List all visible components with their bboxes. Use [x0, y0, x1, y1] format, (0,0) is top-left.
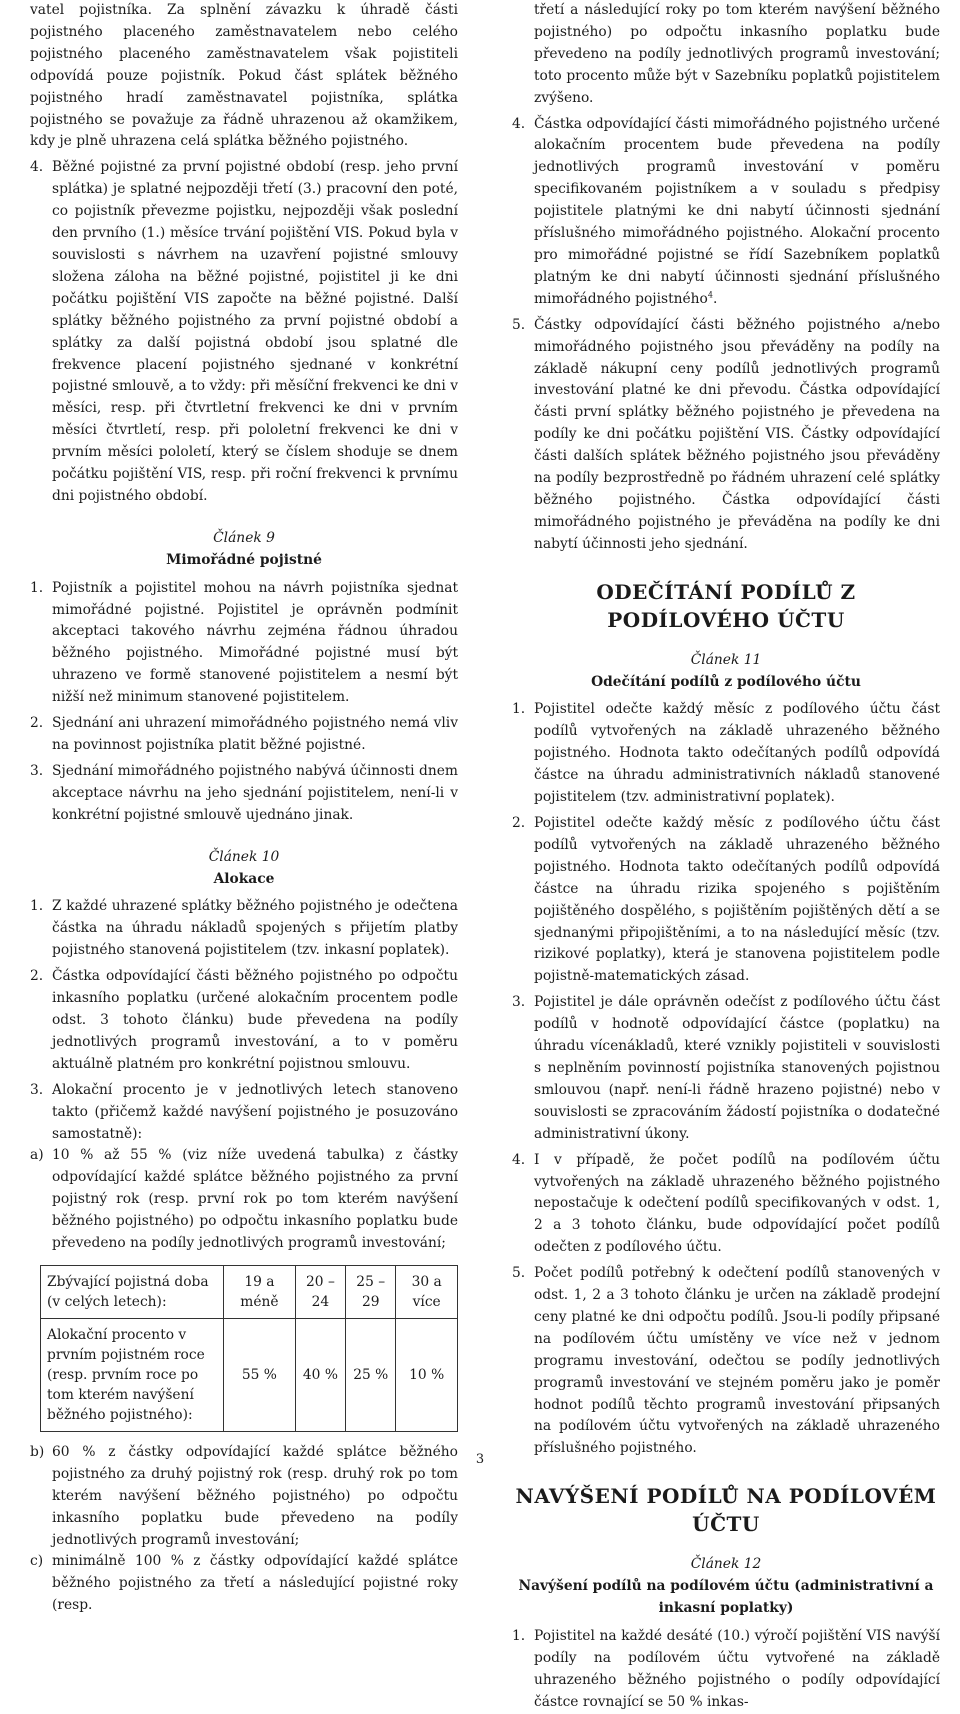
table-row — [41, 1318, 458, 1431]
item-number: 1. — [512, 1628, 526, 1644]
article11-item-4 — [512, 1150, 940, 1260]
table-row-label: Zbývající pojistná doba (v celých letech): — [41, 1265, 224, 1318]
item-number: 5. — [512, 316, 526, 333]
table-cell: 19 a méně — [224, 1265, 296, 1318]
item-text: Částka odpovídající části mimořádného pojistného určené alokačním procentem bude převedena na podíly jednotlivých programů investování v poměru specifikovaném pojistníkem a v souladu s předpisy pojistitele platnými ke dni nabytí účinnosti sjednání příslušného mimořádného pojistného. Alokační procento pro mimořádné pojistné se řídí Sazebníkem poplatků platným ke dni nabytí účinnosti sjednání příslušného mimořádného pojistného$^4$. — [534, 115, 940, 307]
item-number: 2. — [30, 968, 44, 985]
item-text: Sjednání ani uhrazení mimořádného pojistného nemá vliv na povinnost pojistníka platit běžné pojistné. — [52, 715, 458, 753]
item-text: Pojistník a pojistitel mohou na návrh pojistníka sjednat mimořádné pojistné. Pojistitel je oprávněn podmínit akceptaci takového návrhu zejména řádnou úhradou běžného pojistného. Mimořádné pojistné musí být uhrazeno ve formě stanovené pojistitelem a nesmí být nižší než minimum stanovené pojistitelem. — [52, 579, 458, 706]
continuation-paragraph — [512, 0, 940, 110]
article10-item-3 — [30, 1080, 458, 1146]
item-number: 1. — [512, 701, 526, 718]
subitem-a — [30, 1145, 458, 1255]
item-text: Částky odpovídající části běžného pojistného a/nebo mimořádného pojistného jsou převáděny na podíly na základě nákupní ceny podílů jednotlivých programů investování platné ke dni převodu. Částka odpovídající části první splátky běžného pojistného je převedena na podíly ke dni počátku pojištění VIS. Částky odpovídající části dalších splátek běžného pojistného jsou převáděny na podíly bezprostředně po řádném uhrazení celé splátky běžného pojistného. Částka odpovídající části mimořádného pojistného je převáděna na podíly ke dni nabytí účinnosti jeho sjednání. — [534, 316, 940, 552]
subitem-label: b) — [30, 1443, 45, 1460]
article11-item-5 — [512, 1263, 940, 1460]
item-text: Částka odpovídající části běžného pojistného po odpočtu inkasního poplatku (určené alokačním procentem podle odst. 3 tohoto článku) bude převedena na podíly jednotlivých programů investování, a to v poměru aktuálně platném pro konkrétní pojistnou smlouvu. — [52, 968, 458, 1072]
item-number: 3. — [512, 994, 526, 1011]
item-number: 3. — [30, 1081, 44, 1098]
item-text: I v případě, že počet podílů na podílovém účtu vytvořených na základě uhrazeného běžného pojistného nepostačuje k odečtení podílů specifikovaných v odst. 1, 2 a 3 tohoto článku, bude odpovídající počet podílů odečten z podílového účtu. — [534, 1151, 940, 1256]
article12-item-1 — [512, 1626, 940, 1714]
item-number: 5. — [512, 1265, 526, 1282]
subitem-c — [30, 1551, 458, 1617]
item-text: Alokační procento je v jednotlivých letech stanoveno takto (přičemž každé navýšení pojistného je posuzováno samostatně): — [52, 1081, 458, 1142]
item-text: Pojistitel na každé desáté (10.) výročí pojištění VIS navýší podíly na podílovém účtu vytvořené na základě uhrazeného běžného pojistného o podíly odpovídající částce rovnající se 50 % inkas- — [534, 1628, 940, 1710]
article10-item-2 — [30, 966, 458, 1076]
item-number: 3. — [30, 762, 44, 779]
subitem-text: minimálně 100 % z částky odpovídající každé splátce běžného pojistného za třetí a následující pojistné roky (resp. — [52, 1553, 458, 1614]
article-12-number: Článek 12 — [690, 1556, 762, 1573]
table-cell: 20 – 24 — [295, 1265, 345, 1318]
article11-item-3 — [512, 992, 940, 1145]
article-10-title: Alokace — [213, 870, 275, 887]
article-9-number: Článek 9 — [213, 529, 275, 546]
table-cell: 25 – 29 — [346, 1265, 396, 1318]
article-10-number: Článek 10 — [208, 848, 280, 865]
item-number: 2. — [30, 715, 44, 732]
article10-item-1 — [30, 896, 458, 962]
item-text: Počet podílů potřebný k odečtení podílů stanovených v odst. 1, 2 a 3 tohoto článku je určen na základě prodejní ceny platné ke dni odpočtu podílů. Jsou-li podíly připsané na podílovém účtu umístěny ve více než v jednom programu investování, odečtou se podíly jednotlivých programů investování ve stejném poměru jako je poměr hodnot podílů těchto programů investování připsaných na podílovém účtu vytvořených na základě uhrazeného příslušného pojistného. — [534, 1265, 940, 1457]
article-9-title: Mimořádné pojistné — [166, 551, 322, 568]
table-cell: 40 % — [295, 1318, 345, 1431]
left-column — [30, 0, 458, 1617]
article-12-title: Navýšení podílů na podílovém účtu (administrativní a inkasní poplatky) — [518, 1578, 934, 1617]
item-number: 1. — [30, 898, 44, 915]
article9-item-3 — [30, 761, 458, 827]
section-heading-deduction: ODEČÍTÁNÍ PODÍLŮ Z PODÍLOVÉHO ÚČTU — [596, 579, 856, 632]
subitem-text: 10 % až 55 % (viz níže uvedená tabulka) z částky odpovídající každé splátce běžného pojistného za první pojistný rok (resp. první rok po tom kterém navýšení běžného pojistného) po odpočtu inkasního poplatku bude převedeno na podíly jednotlivých programů investování; — [52, 1147, 458, 1252]
item-text: Pojistitel je dále oprávněn odečíst z podílového účtu část podílů v hodnotě odpovídající částce (poplatku) na úhradu vícenákladů, které vznikly pojistiteli v souvislosti s neplněním povinností pojistníka stanovených pojistnou smlouvou (např. není-li řádně hrazeno pojistné) nebo v souvislosti se zpracováním žádostí pojistníka o dodatečné administrativní úkony. — [534, 994, 940, 1142]
table-cell: 25 % — [346, 1318, 396, 1431]
table-cell: 55 % — [224, 1318, 296, 1431]
intro-paragraph: vatel pojistníka. Za splnění závazku k úhradě části pojistného placeného zaměstnavatelem nebo celého pojistného placeného zaměstnavatelem však pojistiteli odpovídá pouze pojistník. Pokud část splátek běžného pojistného hradí zaměstnavatel pojistníka, splátka pojistného se považuje za řádně uhrazenou až okamžikem, kdy je plně uhrazena celá splátka běžného pojistného. — [30, 2, 458, 150]
item-text: Běžné pojistné za první pojistné období (resp. jeho první splátka) je splatné nejpozději třetí (3.) pracovní den poté, co pojistník převezme pojistku, nejpozději však poslední den prvního (1.) měsíce trvání pojištění VIS. Pokud byla v souvislosti s návrhem na uzavření pojistné smlouvy složena záloha na běžné pojistné, pojistitel ji ke dni počátku pojištění VIS započte na běžné pojistné. Další splátky běžného pojistného za první pojistné období a splátky za další pojistná období jsou splatné dle frekvence placení pojistného sjednané v konkrétní pojistné smlouvě, a to vždy: při měsíční frekvenci ke dni v měsíci, resp. při čtvrtletní frekvenci ke dni v prvním měsíci čtvrtletí, resp. při pololetní frekvenci ke dni v prvním měsíci pololetí, který se číslem shoduje se dnem počátku pojištění VIS, resp. při roční frekvenci k prvnímu dni pojistného období. — [52, 159, 458, 504]
article11-item-1 — [512, 699, 940, 809]
item-number: 4. — [512, 115, 526, 132]
section-heading-increase: NAVÝŠENÍ PODÍLŮ NA PODÍLOVÉM ÚČTU — [515, 1484, 937, 1537]
article-11-number: Článek 11 — [690, 651, 762, 668]
page-number: 3 — [475, 1452, 485, 1467]
article10-item-4 — [512, 114, 940, 311]
subitem-text: 60 % z částky odpovídající každé splátce běžného pojistného za druhý pojistný rok (resp. druhý rok po tom kterém navýšení běžného pojistného) po odpočtu inkasního poplatku bude převedeno na podíly jednotlivých programů investování; — [52, 1443, 458, 1548]
table-row-label: Alokační procento v prvním pojistném roce (resp. prvním roce po tom kterém navýšení běžného pojistného): — [41, 1318, 224, 1431]
item-number: 4. — [512, 1151, 526, 1168]
article-11-title: Odečítání podílů z podílového účtu — [591, 673, 861, 690]
item-number: 2. — [512, 815, 526, 831]
item-text: Sjednání mimořádného pojistného nabývá účinnosti dnem akceptace návrhu na jeho sjednání pojistitelem, není-li v konkrétní pojistné smlouvě ujednáno jinak. — [52, 762, 458, 823]
footnote-ref: 4 — [707, 290, 713, 300]
subitem-label: c) — [30, 1553, 44, 1570]
item-text-body: Částka odpovídající části mimořádného pojistného určené alokačním procentem bude převedena na podíly jednotlivých programů investování v poměru specifikovaném pojistníkem a v souladu s předpisy pojistitele platnými ke dni nabytí účinnosti sjednání příslušného mimořádného pojistného. Alokační procento pro mimořádné pojistné se řídí Sazebníkem poplatků platným ke dni nabytí účinnosti sjednání příslušného mimořádného pojistného — [534, 115, 940, 307]
table-cell: 10 % — [396, 1318, 458, 1431]
item-text: třetí a následující roky po tom kterém navýšení běžného pojistného) po odpočtu inkasního poplatku bude převedeno na podíly jednotlivých programů investování; toto procento může být v Sazebníku poplatků pojistitelem zvýšeno. — [534, 2, 940, 106]
subitem-label: a) — [30, 1147, 44, 1164]
article9-item-2 — [30, 713, 458, 757]
allocation-table — [40, 1265, 458, 1432]
table-row — [41, 1265, 458, 1318]
article10-item-5 — [512, 315, 940, 556]
table-cell: 30 a více — [396, 1265, 458, 1318]
article8-item-4 — [30, 157, 458, 508]
item-text: Pojistitel odečte každý měsíc z podílového účtu část podílů vytvořených na základě uhrazeného běžného pojistného. Hodnota takto odečítaných podílů odpovídá částce na úhradu rizika spojeného s pojištěním pojištěného dospělého, s pojištěním pojištěných dětí a se sjednanými připojištěními, a to na následující měsíc (tzv. rizikové poplatky), která je stanovena pojistitelem podle pojistně-matematických zásad. — [534, 815, 940, 985]
item-number: 1. — [30, 579, 44, 596]
item-text: Pojistitel odečte každý měsíc z podílového účtu část podílů vytvořených na základě uhrazeného běžného pojistného. Hodnota takto odečítaných podílů odpovídá částce na úhradu administrativních nákladů stanovené pojistitelem (tzv. administrativní poplatek). — [534, 701, 940, 806]
article9-item-1 — [30, 578, 458, 709]
item-number: 4. — [30, 159, 44, 176]
item-text: Z každé uhrazené splátky běžného pojistného je odečtena částka na úhradu nákladů spojených s přijetím platby pojistného stanovená pojistitelem (tzv. inkasní poplatek). — [52, 898, 458, 959]
article11-item-2 — [512, 813, 940, 988]
